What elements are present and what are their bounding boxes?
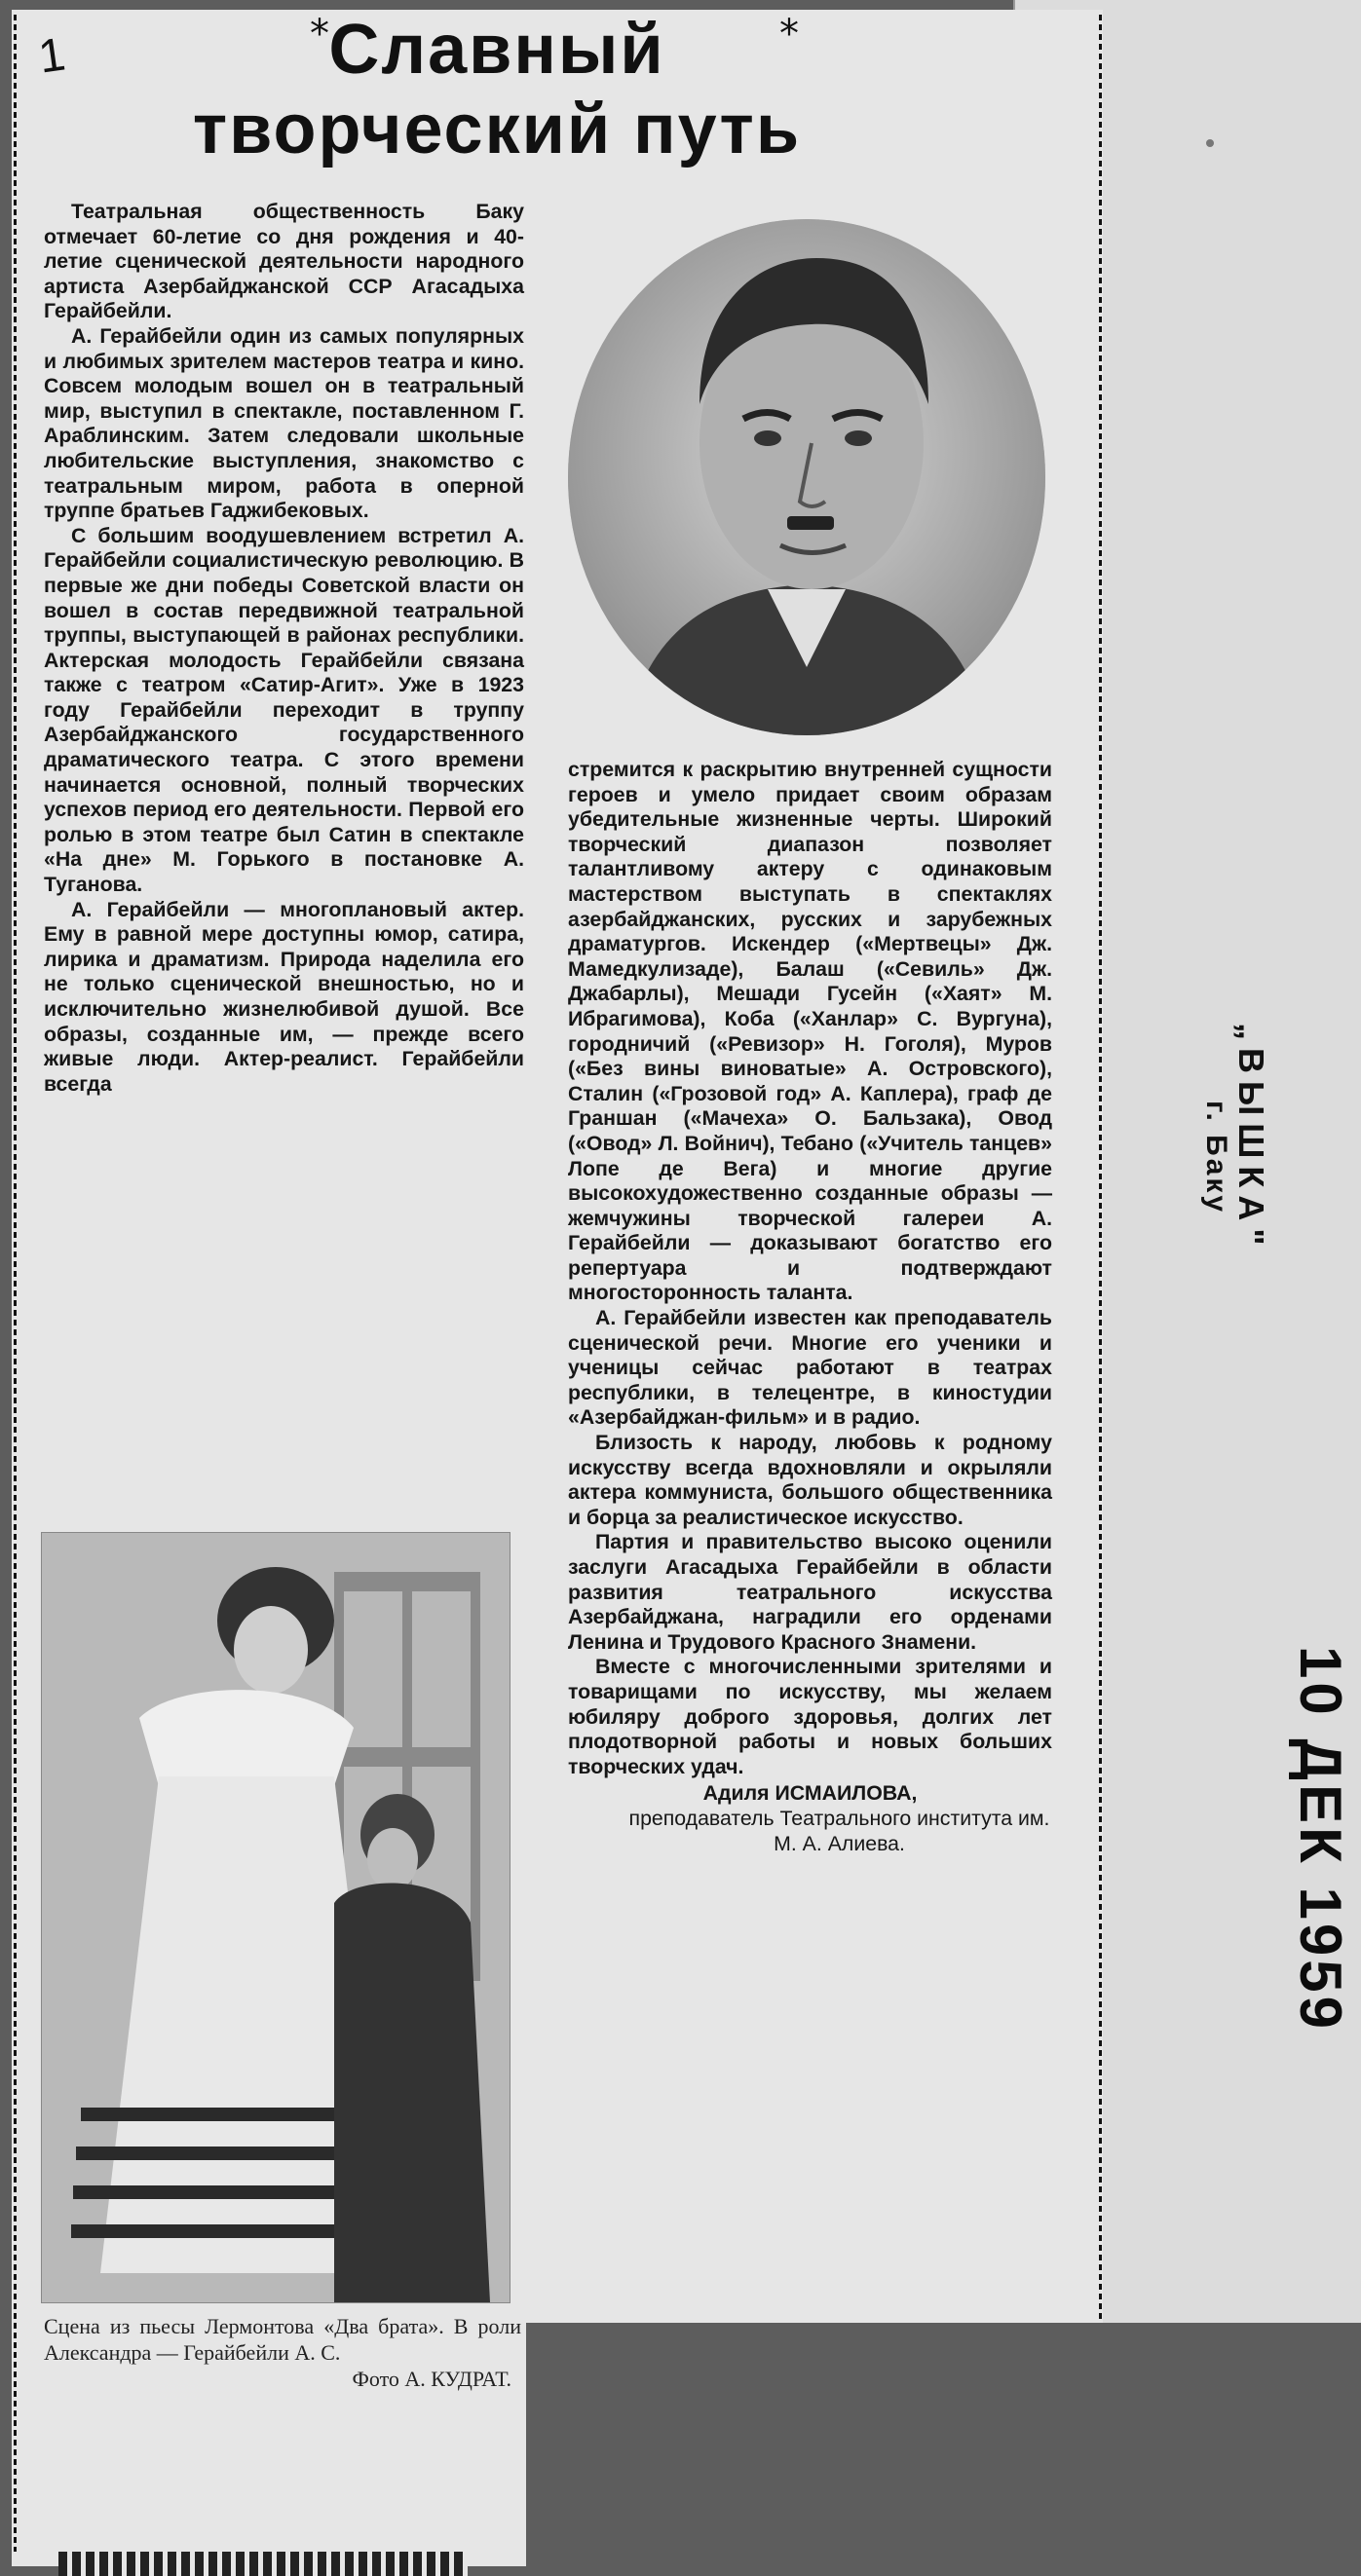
paragraph: А. Герайбейли один из самых популярных и любимых зрителем мастеров театра и кино. Совсем молодым вошел он в театральный мир, выступил в спектакле, поставленном Г. Араблинским. Затем следовали школьные любительские выступления, знакомство с театральным миром, работа в оперной труппе братьев Гаджибековых. [44,323,524,523]
handwritten-margin-mark: 1 [35,28,69,84]
headline-line-2: творческий путь [192,91,802,168]
author-affiliation: преподаватель Театрального института им. М. А. Алиева. [628,1806,1050,1855]
paragraph: Вместе с многочисленными зрителями и товарищами по искусству, мы желаем юбиляру доброго здоровья, долгих лет плодотворной работы и новых больших творческих удач. [568,1655,1052,1778]
paragraph: А. Герайбейли — многоплановый актер. Ему в равной мере доступны юмор, сатира, лирика и драматизм. Природа наделила его не только сценической внешностью, но и исключительно жизнелюбивой душой. Все образы, созданные им, — прежде всего живые люди. Актер-реалист. Герайбейли всегда [44,897,524,1096]
stamp-newspaper-name: „ВЫШКА" [1231,1023,1271,1253]
caption-text: Сцена из пьесы Лермонтова «Два брата». В роли Александра — Герайбейли А. С. [44,2314,521,2365]
headline-line-1: Славный [328,11,665,89]
clipping-border-left [14,15,17,2552]
paragraph: А. Герайбейли известен как преподаватель сценической речи. Многие его ученики и ученицы сейчас работают в театрах республики, в телецентре, в киностудии «Азербайджан-фильм» и в радио. [568,1306,1052,1430]
author-signature: Адиля ИСМАИЛОВА, [702,1781,918,1806]
clipping-cut-corner [526,2323,1111,2576]
paragraph: Близость к народу, любовь к родному искусству всегда вдохновляли и окрыляли актера коммуниста, большого общественника и борца за реалистическое искусство. [568,1431,1052,1529]
torn-bottom-edge [58,2552,468,2576]
stamp-newspaper-city: г. Баку [1200,1101,1232,1215]
article-left-column [44,200,524,1097]
portrait-photo [568,219,1045,735]
article-headline [127,10,867,169]
photo-caption [44,2313,521,2392]
paragraph: Театральная общественность Баку отмечает 60-летие со дня рождения и 40-летие сценической деятельности народного артиста Азербайджанской ССР Агасадыха Герайбейли. [44,200,524,323]
portrait-image [568,219,1045,735]
title-star-left: * [310,12,329,56]
article-right-column [568,758,1052,1856]
title-star-right: * [779,12,799,56]
pin-hole [1206,139,1214,147]
clipping-border-right [1099,15,1102,2323]
scene-image [42,1533,510,2302]
paragraph: стремится к раскрытию внутренней сущности героев и умело придает своим образам убедительные жизненные черты. Широкий творческий диапазон позволяет талантливому актеру с одинаковым мастерством выступать в спектаклях азербайджанских, русских и зарубежных драматургов. Искендер («Мертвецы» Дж. Мамедкулизаде), Балаш («Севиль» Дж. Джабарлы), Мешади Гусейн («Хаят» М. Ибрагимова), Коба («Ханлар» С. Вургуна), городничий («Ревизор» Н. Гоголя), Муров («Без вины виноватые» А. Островского), Сталин («Грозовой год» А. Каплера), граф де Граншан («Мачеха» О. Бальзака), Овод («Овод» Л. Войнич), Тебано («Учитель танцев» Лопе де Вега) и многие другие высокохудожественно созданные образы — жемчужины творческой галереи А. Герайбейли — доказывают богатство его репертуара и подтверждают многосторонность таланта. [568,758,1052,1305]
paragraph: С большим воодушевлением встретил А. Герайбейли социалистическую революцию. В первые же дни победы Советской власти он вошел в состав передвижной театральной труппы, выступающей в районах республики. Актерская молодость Герайбейли связана также с театром «Сатир-Агит». Уже в 1923 году Герайбейли переходит в труппу Азербайджанского государственного драматического театра. С этого времени начинается основной, полный творческих успехов период его деятельности. Первой его ролью в этом театре был Сатин в спектакле «На дне» М. Горького в постановке А. Туганова. [44,523,524,897]
paragraph: Партия и правительство высоко оценили заслуги Агасадыха Герайбейли в области развития театрального искусства Азербайджана, наградили его орденами Ленина и Трудового Красного Знамени. [568,1530,1052,1654]
photo-credit: Фото А. КУДРАТ. [352,2367,511,2391]
stamp-date: 10 ДЕК 1959 [1288,1646,1353,2033]
scene-photo [41,1532,510,2303]
